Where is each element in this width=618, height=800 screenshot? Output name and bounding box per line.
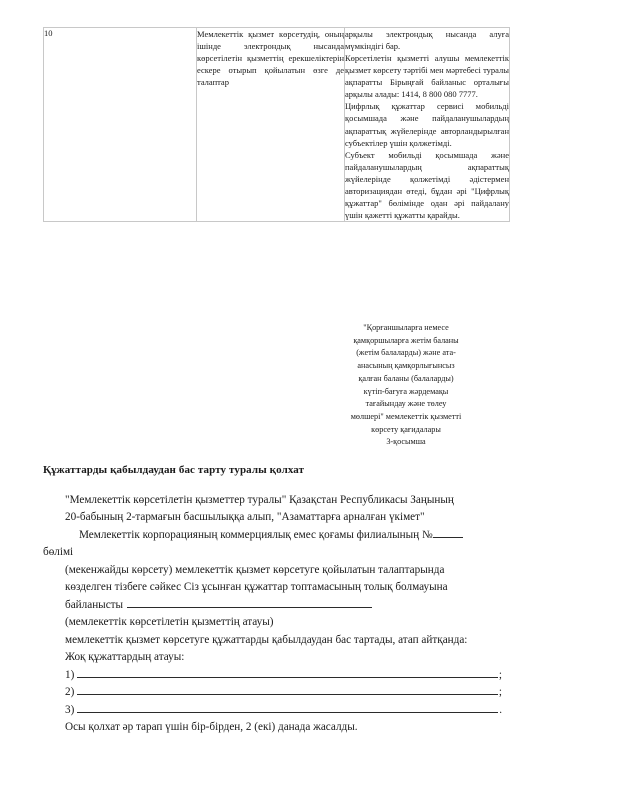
appendix-line: (жетім балаларды) және ата-: [356, 348, 456, 358]
value-paragraph-4: Субъект мобильді қосымшада және пайдаланушылардың ақпараттық жүйелерінде қолжетімді әдістермен авторизациядан өтеді, бұдан әрі "Цифрлық құжаттар" бөлімінде одан әрі пайдалану үшін қажетті құжатты қарайды.: [345, 149, 509, 220]
list-item-terminator: .: [499, 703, 502, 716]
body-paragraph-3-text: байланысты: [65, 598, 124, 611]
blank-field-document-1[interactable]: [77, 668, 498, 678]
page-title: Құжаттарды қабылдаудан бас тарту туралы қолхат: [43, 464, 305, 476]
body-paragraph-3-line-2: көзделген тізбеге сәйкес Сіз ұсынған құжаттар топтамасының толық болмауына: [65, 581, 448, 594]
body-paragraph-2-text: Мемлекеттік корпорацияның коммерциялық емес қоғамы филиалының №: [79, 528, 433, 541]
body-paragraph-3-line-1: (мекенжайды көрсету) мемлекеттік қызмет көрсетуге қойылатын талаптарында: [65, 563, 445, 576]
body-paragraph-7: Осы қолхат әр тарап үшін бір-бірден, 2 (екі) данада жасалды.: [65, 721, 358, 734]
value-paragraph-3: Цифрлық құжаттар сервисі мобильді қосымшада және пайдаланушылардың ақпараттық жүйелерінде авторландырылған субъектілер үшін қолжетімді.: [345, 101, 509, 148]
value-paragraph-1: арқылы электрондық нысанда алуға мүмкіндігі бар.: [345, 29, 509, 52]
table-cell-requirement: [197, 28, 345, 222]
list-item-terminator: ;: [498, 686, 502, 699]
body-paragraph-5: мемлекеттік қызмет көрсетуге құжаттарды қабылдаудан бас тартады, атап айтқанда:: [65, 633, 468, 646]
list-item-number: 2): [65, 686, 75, 699]
list-item: [65, 702, 502, 719]
body-paragraph-2: [43, 527, 575, 544]
body-paragraph-3-line-3: [43, 597, 575, 614]
missing-documents-list: [43, 667, 575, 719]
list-item-terminator: ;: [498, 668, 502, 681]
list-item: [65, 684, 502, 701]
body-paragraph-4-caption: (мемлекеттік көрсетілетін қызметтің атауы): [65, 616, 274, 629]
table-cell-number: [44, 28, 197, 222]
appendix-line: қалған баланы (балаларды): [358, 373, 454, 383]
body-paragraph-1-line-1: "Мемлекеттік көрсетілетін қызметтер туралы" Қазақстан Республикасы Заңының: [65, 494, 454, 506]
list-item: [65, 667, 502, 684]
appendix-line: анасының қамқорлығынсыз: [357, 361, 455, 371]
blank-field-document-3[interactable]: [77, 702, 498, 712]
appendix-line: тағайындау және төлеу: [365, 399, 447, 409]
body-paragraph-1-line-2: 20-бабының 2-тармағын басшылыққа алып, "Азаматтарға арналған үкімет": [65, 511, 425, 524]
appendix-line: "Қорғаншыларға немесе: [363, 323, 449, 332]
appendix-line: мөлшері" мемлекеттік қызметті: [350, 411, 462, 421]
table-row: [44, 28, 510, 222]
body-paragraph-6: Жоқ құжаттардың атауы:: [65, 651, 185, 664]
requirement-text: Мемлекеттік қызмет көрсетудің, оның ішінде электрондық нысанда көрсетілетін қызметтің ерекшеліктерін ескере отырып қойылатын өзге де талаптар: [197, 29, 344, 88]
body-paragraph-2-tail: бөлімі: [43, 546, 74, 559]
requirements-table: [43, 27, 510, 222]
document-body: [43, 492, 575, 737]
appendix-line: күтіп-бағуға жәрдемақы: [363, 386, 449, 396]
row-number: 10: [44, 28, 53, 38]
list-item-number: 1): [65, 668, 75, 681]
blank-field-service-name[interactable]: [127, 607, 372, 608]
value-paragraph-2: Көрсетілетін қызметті алушы мемлекеттік қызмет көрсету тәртібі мен мәртебесі туралы ақпаратты Бірыңғай байланыс орталығы арқылы алады: 1414, 8 800 080 7777.: [345, 53, 509, 100]
blank-field-branch-number[interactable]: [433, 537, 463, 538]
list-item-number: 3): [65, 703, 75, 716]
appendix-line: көрсету қағидалары: [371, 424, 441, 434]
appendix-reference-block: [300, 322, 512, 449]
blank-field-document-2[interactable]: [77, 685, 498, 695]
requirements-table-wrapper: [43, 27, 509, 222]
table-cell-value: [345, 28, 510, 222]
appendix-line: қамқоршыларға жетім баланы: [353, 335, 459, 345]
appendix-number: 3-қосымша: [386, 437, 426, 447]
